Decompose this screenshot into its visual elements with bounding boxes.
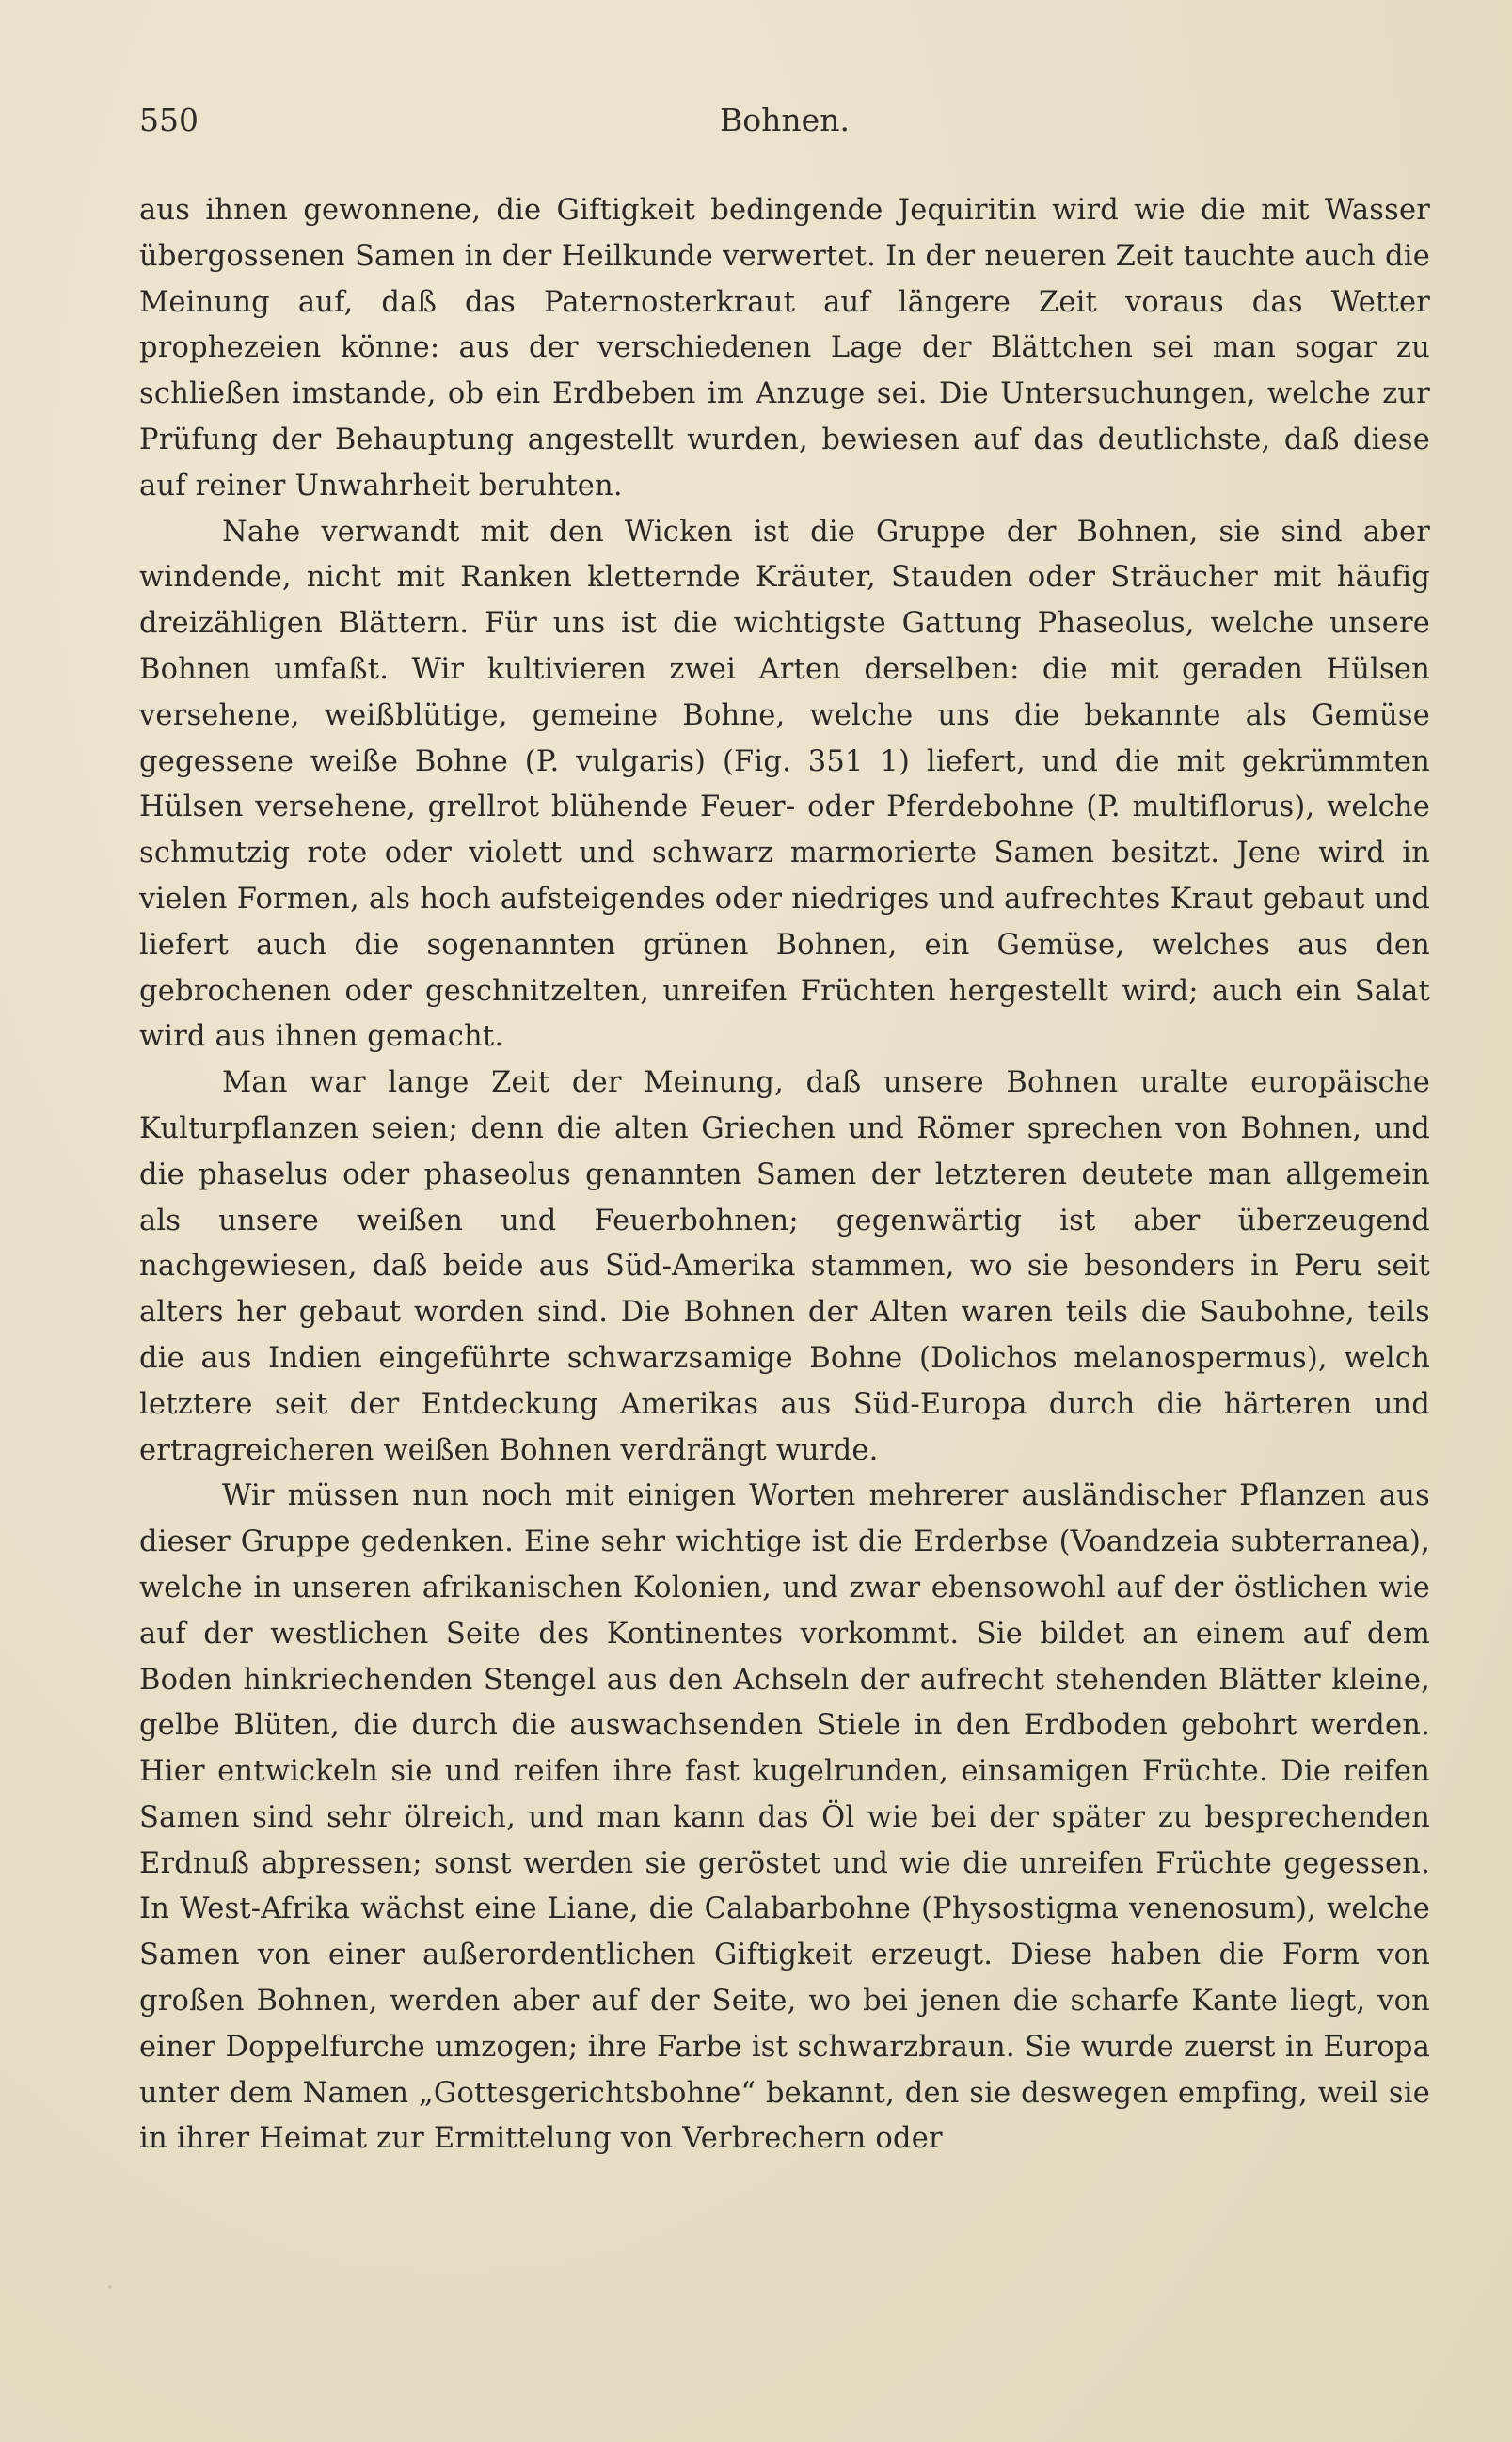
page-header (139, 102, 1430, 149)
paragraph: aus ihnen gewonnene, die Giftigkeit bedingende Jequiritin wird wie die mit Wasser übergossenen Samen in der Heilkunde verwertet. In der neueren Zeit tauchte auch die Meinung auf, daß das Paternosterkraut auf längere Zeit voraus das Wetter prophezeien könne: aus der verschiedenen Lage der Blättchen sei man sogar zu schließen imstande, ob ein Erdbeben im Anzuge sei. Die Untersuchungen, welche zur Prüfung der Behauptung angestellt wurden, bewiesen auf das deutlichste, daß diese auf reiner Unwahrheit beruhten. (139, 194, 1430, 503)
paragraph: Nahe verwandt mit den Wicken ist die Gruppe der Bohnen, sie sind aber windende, nicht mit Ranken kletternde Kräuter, Stauden oder Sträucher mit häufig dreizähligen Blättern. Für uns ist die wichtigste Gattung Phaseolus, welche unsere Bohnen umfaßt. Wir kultivieren zwei Arten derselben: die mit geraden Hülsen versehene, weißblütige, gemeine Bohne, welche uns die bekannte als Gemüse gegessene weiße Bohne (P. vulgaris) (Fig. 351 1) liefert, und die mit gekrümmten Hülsen versehene, grellrot blühende Feuer- oder Pferdebohne (P. multiflorus), welche schmutzig rote oder violett und schwarz marmorierte Samen besitzt. Jene wird in vielen Formen, als hoch aufsteigendes oder niedriges und aufrechtes Kraut gebaut und liefert auch die sogenannten grünen Bohnen, ein Gemüse, welches aus den gebrochenen oder geschnitzelten, unreifen Früchten hergestellt wird; auch ein Salat wird aus ihnen gemacht. (139, 515, 1430, 1054)
page-number: 550 (139, 102, 199, 138)
body-text (139, 188, 1430, 2163)
running-head: Bohnen. (720, 102, 850, 138)
paragraph: Man war lange Zeit der Meinung, daß unsere Bohnen uralte europäische Kulturpflanzen seien; denn die alten Griechen und Römer sprechen von Bohnen, und die phaselus oder phaseolus genannten Samen der letzteren deutete man allgemein als unsere weißen und Feuerbohnen; gegenwärtig ist aber überzeugend nachgewiesen, daß beide aus Süd-Amerika stammen, wo sie besonders in Peru seit alters her gebaut worden sind. Die Bohnen der Alten waren teils die Saubohne, teils die aus Indien eingeführte schwarzsamige Bohne (Dolichos melanospermus), welch letztere seit der Entdeckung Amerikas aus Süd-Europa durch die härteren und ertragreicheren weißen Bohnen verdrängt wurde. (139, 1066, 1430, 1467)
paper-speck (108, 2285, 112, 2289)
paragraph: Wir müssen nun noch mit einigen Worten mehrerer ausländischer Pflanzen aus dieser Gruppe gedenken. Eine sehr wichtige ist die Erderbse (Voandzeia subterranea), welche in unseren afrikanischen Kolonien, und zwar ebensowohl auf der östlichen wie auf der westlichen Seite des Kontinentes vorkommt. Sie bildet an einem auf dem Boden hinkriechenden Stengel aus den Achseln der aufrecht stehenden Blätter kleine, gelbe Blüten, die durch die auswachsenden Stiele in den Erdboden gebohrt werden. Hier entwickeln sie und reifen ihre fast kugelrunden, einsamigen Früchte. Die reifen Samen sind sehr ölreich, und man kann das Öl wie bei der später zu besprechenden Erdnuß abpressen; sonst werden sie geröstet und wie die unreifen Früchte gegessen. In West-Afrika wächst eine Liane, die Calabarbohne (Physostigma venenosum), welche Samen von einer außerordentlichen Giftigkeit erzeugt. Diese haben die Form von großen Bohnen, werden aber auf der Seite, wo bei jenen die scharfe Kante liegt, von einer Doppelfurche umzogen; ihre Farbe ist schwarzbraun. Sie wurde zuerst in Europa unter dem Namen „Gottesgerichtsbohne“ bekannt, den sie deswegen empfing, weil sie in ihrer Heimat zur Ermittelung von Verbrechern oder (139, 1479, 1430, 2156)
